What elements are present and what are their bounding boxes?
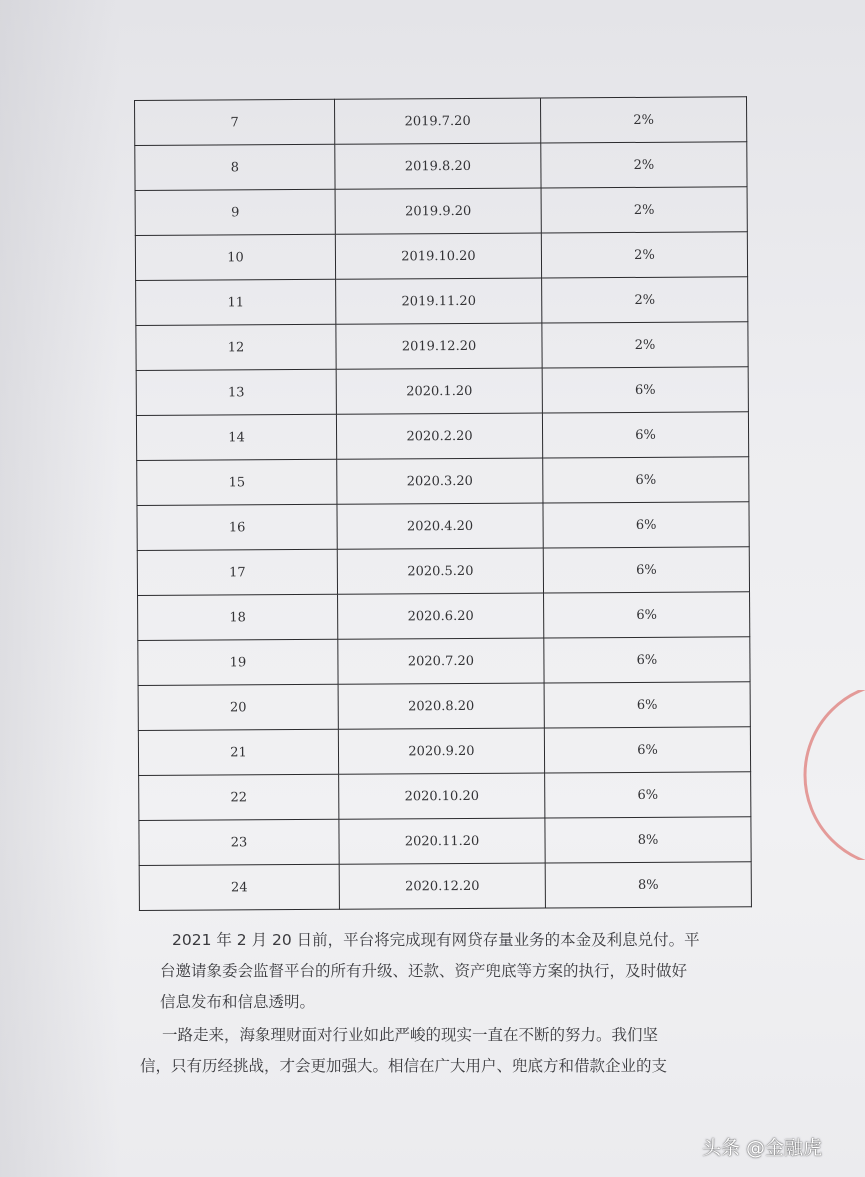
table-row [139, 862, 751, 911]
paragraph-repayment-deadline [160, 925, 732, 1018]
repayment-date-cell: 2020.4.20 [337, 503, 543, 549]
repayment-date-cell: 2020.12.20 [339, 863, 545, 909]
repayment-date-cell: 2020.10.20 [339, 773, 545, 819]
period-number-cell: 14 [136, 414, 336, 460]
repayment-ratio-cell: 2% [541, 232, 747, 278]
repayment-ratio-cell: 2% [541, 142, 747, 188]
table-row [137, 547, 749, 596]
paragraph-line: 一路走来，海象理财面对行业如此严峻的现实一直在不断的努力。我们坚 [162, 1026, 659, 1044]
table-row [137, 457, 749, 506]
repayment-ratio-cell: 6% [545, 772, 751, 818]
table-row [138, 727, 750, 776]
period-number-cell: 21 [138, 729, 338, 775]
table-row [135, 97, 747, 146]
table-row [137, 502, 749, 551]
table-row [139, 772, 751, 821]
repayment-ratio-cell: 8% [545, 817, 751, 863]
repayment-date-cell: 2020.7.20 [338, 638, 544, 684]
period-number-cell: 20 [138, 684, 338, 730]
repayment-ratio-cell: 2% [540, 97, 746, 143]
paragraph-line: 信息发布和信息透明。 [160, 993, 316, 1011]
repayment-date-cell: 2020.11.20 [339, 818, 545, 864]
repayment-date-cell: 2019.8.20 [335, 143, 541, 189]
repayment-date-cell: 2019.11.20 [336, 278, 542, 324]
repayment-ratio-cell: 6% [543, 457, 749, 503]
repayment-date-cell: 2020.8.20 [338, 683, 544, 729]
period-number-cell: 22 [139, 774, 339, 820]
repayment-date-cell: 2020.9.20 [338, 728, 544, 774]
period-number-cell: 11 [136, 279, 336, 325]
repayment-schedule-table [134, 96, 752, 911]
repayment-ratio-cell: 6% [544, 592, 750, 638]
repayment-ratio-cell: 8% [545, 862, 751, 908]
repayment-date-cell: 2020.3.20 [337, 458, 543, 504]
period-number-cell: 16 [137, 504, 337, 550]
repayment-ratio-cell: 2% [541, 187, 747, 233]
repayment-date-cell: 2019.9.20 [335, 188, 541, 234]
watermark-label: 头条 @金融虎 [702, 1137, 823, 1159]
table-row [136, 367, 748, 416]
period-number-cell: 8 [135, 144, 335, 190]
table-row [136, 322, 748, 371]
period-number-cell: 19 [138, 639, 338, 685]
table-row [138, 637, 750, 686]
repayment-ratio-cell: 6% [544, 637, 750, 683]
repayment-date-cell: 2019.10.20 [335, 233, 541, 279]
paragraph-line: 信，只有历经挑战，才会更加强大。相信在广大用户、兜底方和借款企业的支 [140, 1057, 668, 1075]
period-number-cell: 9 [135, 189, 335, 235]
repayment-date-cell: 2019.7.20 [334, 98, 540, 144]
repayment-ratio-cell: 6% [542, 367, 748, 413]
table-row [135, 232, 747, 281]
page-shadow [0, 0, 120, 1177]
period-number-cell: 18 [138, 594, 338, 640]
repayment-date-cell: 2019.12.20 [336, 323, 542, 369]
repayment-date-cell: 2020.5.20 [337, 548, 543, 594]
repayment-date-cell: 2020.2.20 [336, 413, 542, 459]
repayment-ratio-cell: 6% [543, 547, 749, 593]
period-number-cell: 10 [135, 234, 335, 280]
paragraph-line: 台邀请象委会监督平台的所有升级、还款、资产兜底等方案的执行，及时做好 [160, 962, 688, 980]
table-row [139, 817, 751, 866]
period-number-cell: 12 [136, 324, 336, 370]
paragraph-commitment [140, 1020, 722, 1082]
table-row [138, 682, 750, 731]
paragraph-line: 2021 年 2 月 20 日前，平台将完成现有网贷存量业务的本金及利息兑付。平 [172, 931, 700, 949]
table-row [135, 187, 747, 236]
table-row [135, 142, 747, 191]
period-number-cell: 23 [139, 819, 339, 865]
company-seal-stamp [795, 690, 865, 860]
seal-ring [805, 690, 865, 860]
period-number-cell: 15 [137, 459, 337, 505]
table-row [138, 592, 750, 641]
repayment-ratio-cell: 2% [542, 322, 748, 368]
repayment-ratio-cell: 2% [542, 277, 748, 323]
period-number-cell: 13 [136, 369, 336, 415]
period-number-cell: 7 [135, 99, 335, 145]
repayment-ratio-cell: 6% [544, 682, 750, 728]
table-row [136, 277, 748, 326]
repayment-date-cell: 2020.6.20 [338, 593, 544, 639]
repayment-date-cell: 2020.1.20 [336, 368, 542, 414]
repayment-ratio-cell: 6% [542, 412, 748, 458]
period-number-cell: 24 [139, 864, 339, 910]
repayment-ratio-cell: 6% [544, 727, 750, 773]
table-body [135, 97, 752, 911]
table-row [136, 412, 748, 461]
repayment-ratio-cell: 6% [543, 502, 749, 548]
period-number-cell: 17 [137, 549, 337, 595]
